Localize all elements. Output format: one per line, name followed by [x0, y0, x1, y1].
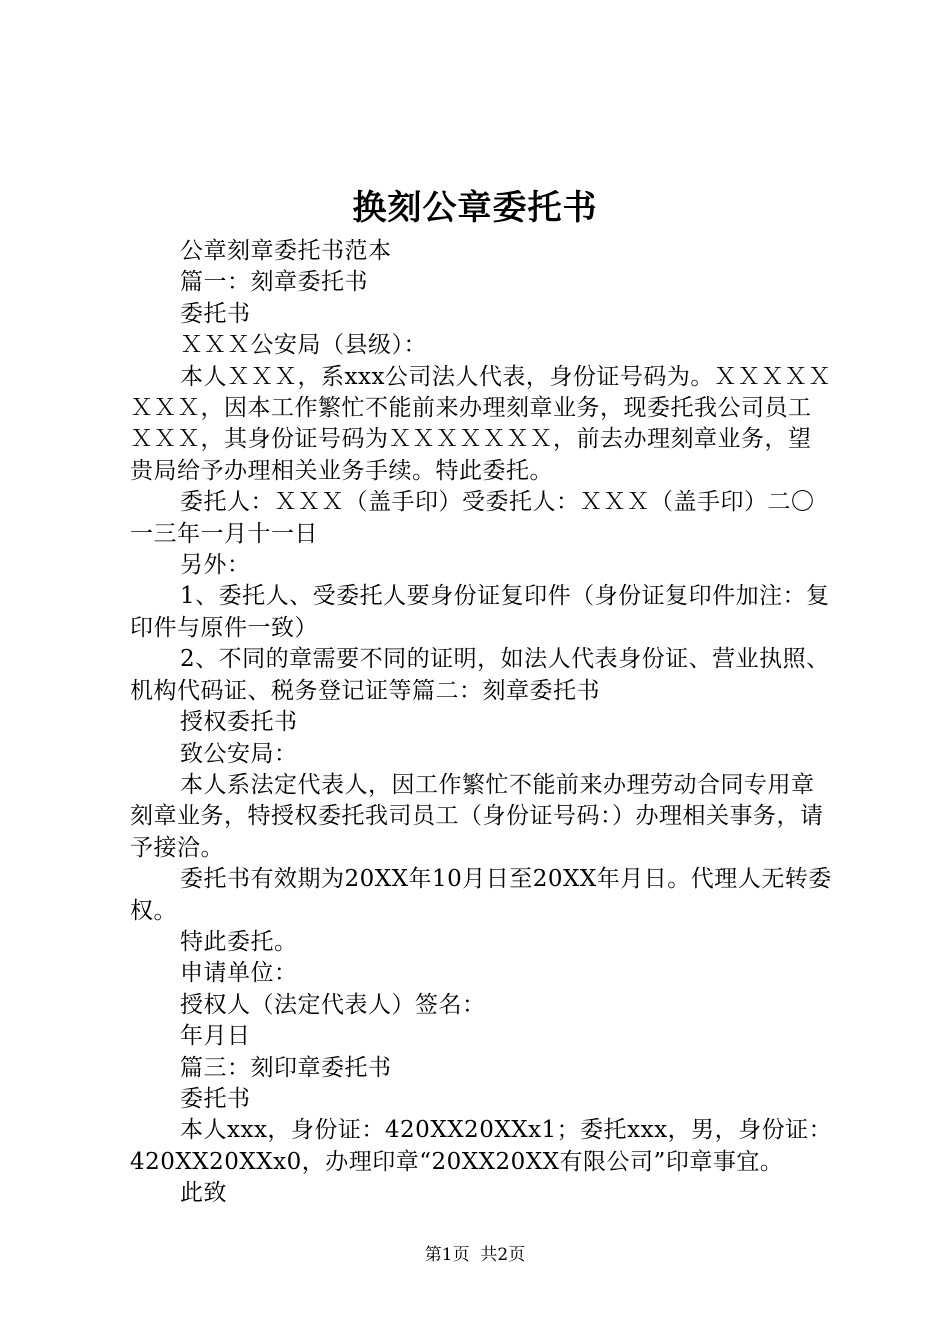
paragraph-date-line: 年月日 [180, 1023, 251, 1050]
paragraph-section-1-heading: 篇一：刻章委托书 [180, 269, 368, 296]
paragraph-closing: 特此委托。 [180, 928, 298, 955]
paragraph-letter-title: 委托书 [180, 1085, 251, 1112]
paragraph-salutation: 此致 [180, 1180, 227, 1207]
paragraph-addressee: ＸＸＸ公安局（县级）： [180, 332, 427, 359]
paragraph-additional: 另外： [180, 552, 251, 579]
paragraph-note-2: 2、不同的章需要不同的证明，如法人代表身份证、营业执照、机构代码证、税务登记证等篇二：刻章委托书 [130, 646, 830, 704]
paragraph-body: 本人系法定代表人，因工作繁忙不能前来办理劳动合同专用章刻章业务，特授权委托我司员工（身份证号码：）办理相关事务，请予接洽。 [130, 771, 824, 861]
paragraph-addressee: 致公安局： [180, 740, 298, 767]
paragraph-letter-title: 授权委托书 [180, 709, 298, 736]
document-title: 换刻公章委托书 [352, 188, 598, 228]
paragraph-letter-title: 委托书 [180, 300, 251, 327]
page-number-footer: 第1页 共2页 [424, 1245, 526, 1265]
paragraph-section-3-heading: 篇三：刻印章委托书 [180, 1054, 392, 1081]
paragraph-signatures: 委托人：ＸＸＸ（盖手印）受委托人：ＸＸＸ（盖手印）二〇一三年一月十一日 [130, 489, 815, 547]
paragraph-note-1: 1、委托人、受委托人要身份证复印件（身份证复印件加注：复印件与原件一致） [130, 583, 830, 641]
paragraph-body: 本人xxx，身份证：420XX20XXx1；委托xxx，男，身份证：420XX20XXx0，办理印章“20XX20XX有限公司”印章事宜。 [130, 1117, 833, 1175]
paragraph-validity: 委托书有效期为20XX年10月日至20XX年月日。代理人无转委权。 [130, 866, 832, 924]
paragraph-applicant: 申请单位： [180, 960, 298, 987]
document-body [130, 236, 834, 1210]
paragraph-subtitle: 公章刻章委托书范本 [180, 238, 392, 264]
paragraph-signature-line: 授权人（法定代表人）签名： [180, 991, 486, 1018]
paragraph-body: 本人ＸＸＸ，系xxx公司法人代表，身份证号码为。ＸＸＸＸＸＸＸＸ，因本工作繁忙不能前来办理刻章业务，现委托我公司员工ＸＸＸ，其身份证号码为ＸＸＸＸＸＸＸ，前去办理刻章业务，望贵局给予办理相关业务手续。特此委托。 [130, 363, 832, 484]
